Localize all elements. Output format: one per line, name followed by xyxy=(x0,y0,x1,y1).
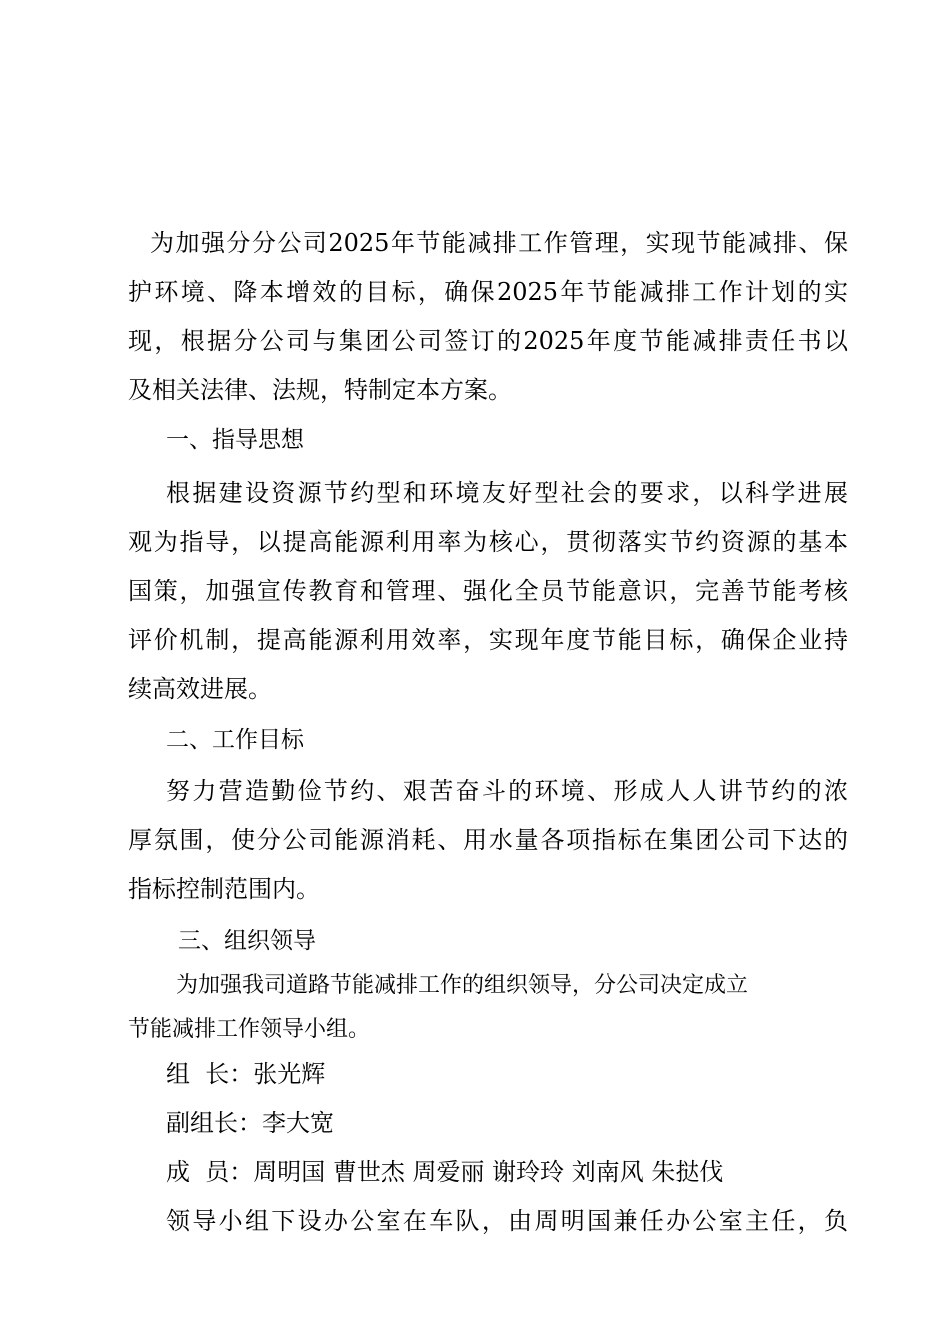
intro-line-2: 护环境、降本增效的目标，确保2025年节能减排工作计划的实 xyxy=(128,278,848,306)
section-heading-organization: 三、组织领导 xyxy=(178,928,316,954)
section1-line-1: 根据建设资源节约型和环境友好型社会的要求，以科学进展 xyxy=(166,479,848,507)
section2-line-2: 厚氛围，使分公司能源消耗、用水量各项指标在集团公司下达的 xyxy=(128,826,848,854)
section-heading-guiding-thought: 一、指导思想 xyxy=(166,427,304,453)
deputy-group-leader: 副组长：李大宽 xyxy=(166,1109,334,1137)
section2-line-1: 努力营造勤俭节约、艰苦奋斗的环境、形成人人讲节约的浓 xyxy=(166,777,848,805)
intro-line-4: 及相关法律、法规，特制定本方案。 xyxy=(128,376,512,404)
section2-line-3: 指标控制范围内。 xyxy=(128,875,320,903)
section3-line-2: 节能减排工作领导小组。 xyxy=(128,1017,371,1042)
section1-line-5: 续高效进展。 xyxy=(128,675,272,703)
section3-line-1: 为加强我司道路节能减排工作的组织领导，分公司决定成立 xyxy=(176,973,749,998)
office-line: 领导小组下设办公室在车队，由周明国兼任办公室主任，负 xyxy=(166,1207,848,1235)
section1-line-3: 国策，加强宣传教育和管理、强化全员节能意识，完善节能考核 xyxy=(128,577,848,605)
group-leader: 组 长：张光辉 xyxy=(166,1060,326,1088)
section-heading-work-goals: 二、工作目标 xyxy=(166,727,304,753)
intro-line-3: 现，根据分公司与集团公司签订的2025年度节能减排责任书以 xyxy=(128,327,848,355)
section1-line-4: 评价机制，提高能源利用效率，实现年度节能目标，确保企业持 xyxy=(128,626,848,654)
group-members: 成 员：周明国 曹世杰 周爱丽 谢玲玲 刘南风 朱挞伐 xyxy=(166,1158,724,1186)
intro-line-1: 为加强分分公司2025年节能减排工作管理，实现节能减排、保 xyxy=(150,229,848,257)
section1-line-2: 观为指导，以提高能源利用率为核心，贯彻落实节约资源的基本 xyxy=(128,528,848,556)
